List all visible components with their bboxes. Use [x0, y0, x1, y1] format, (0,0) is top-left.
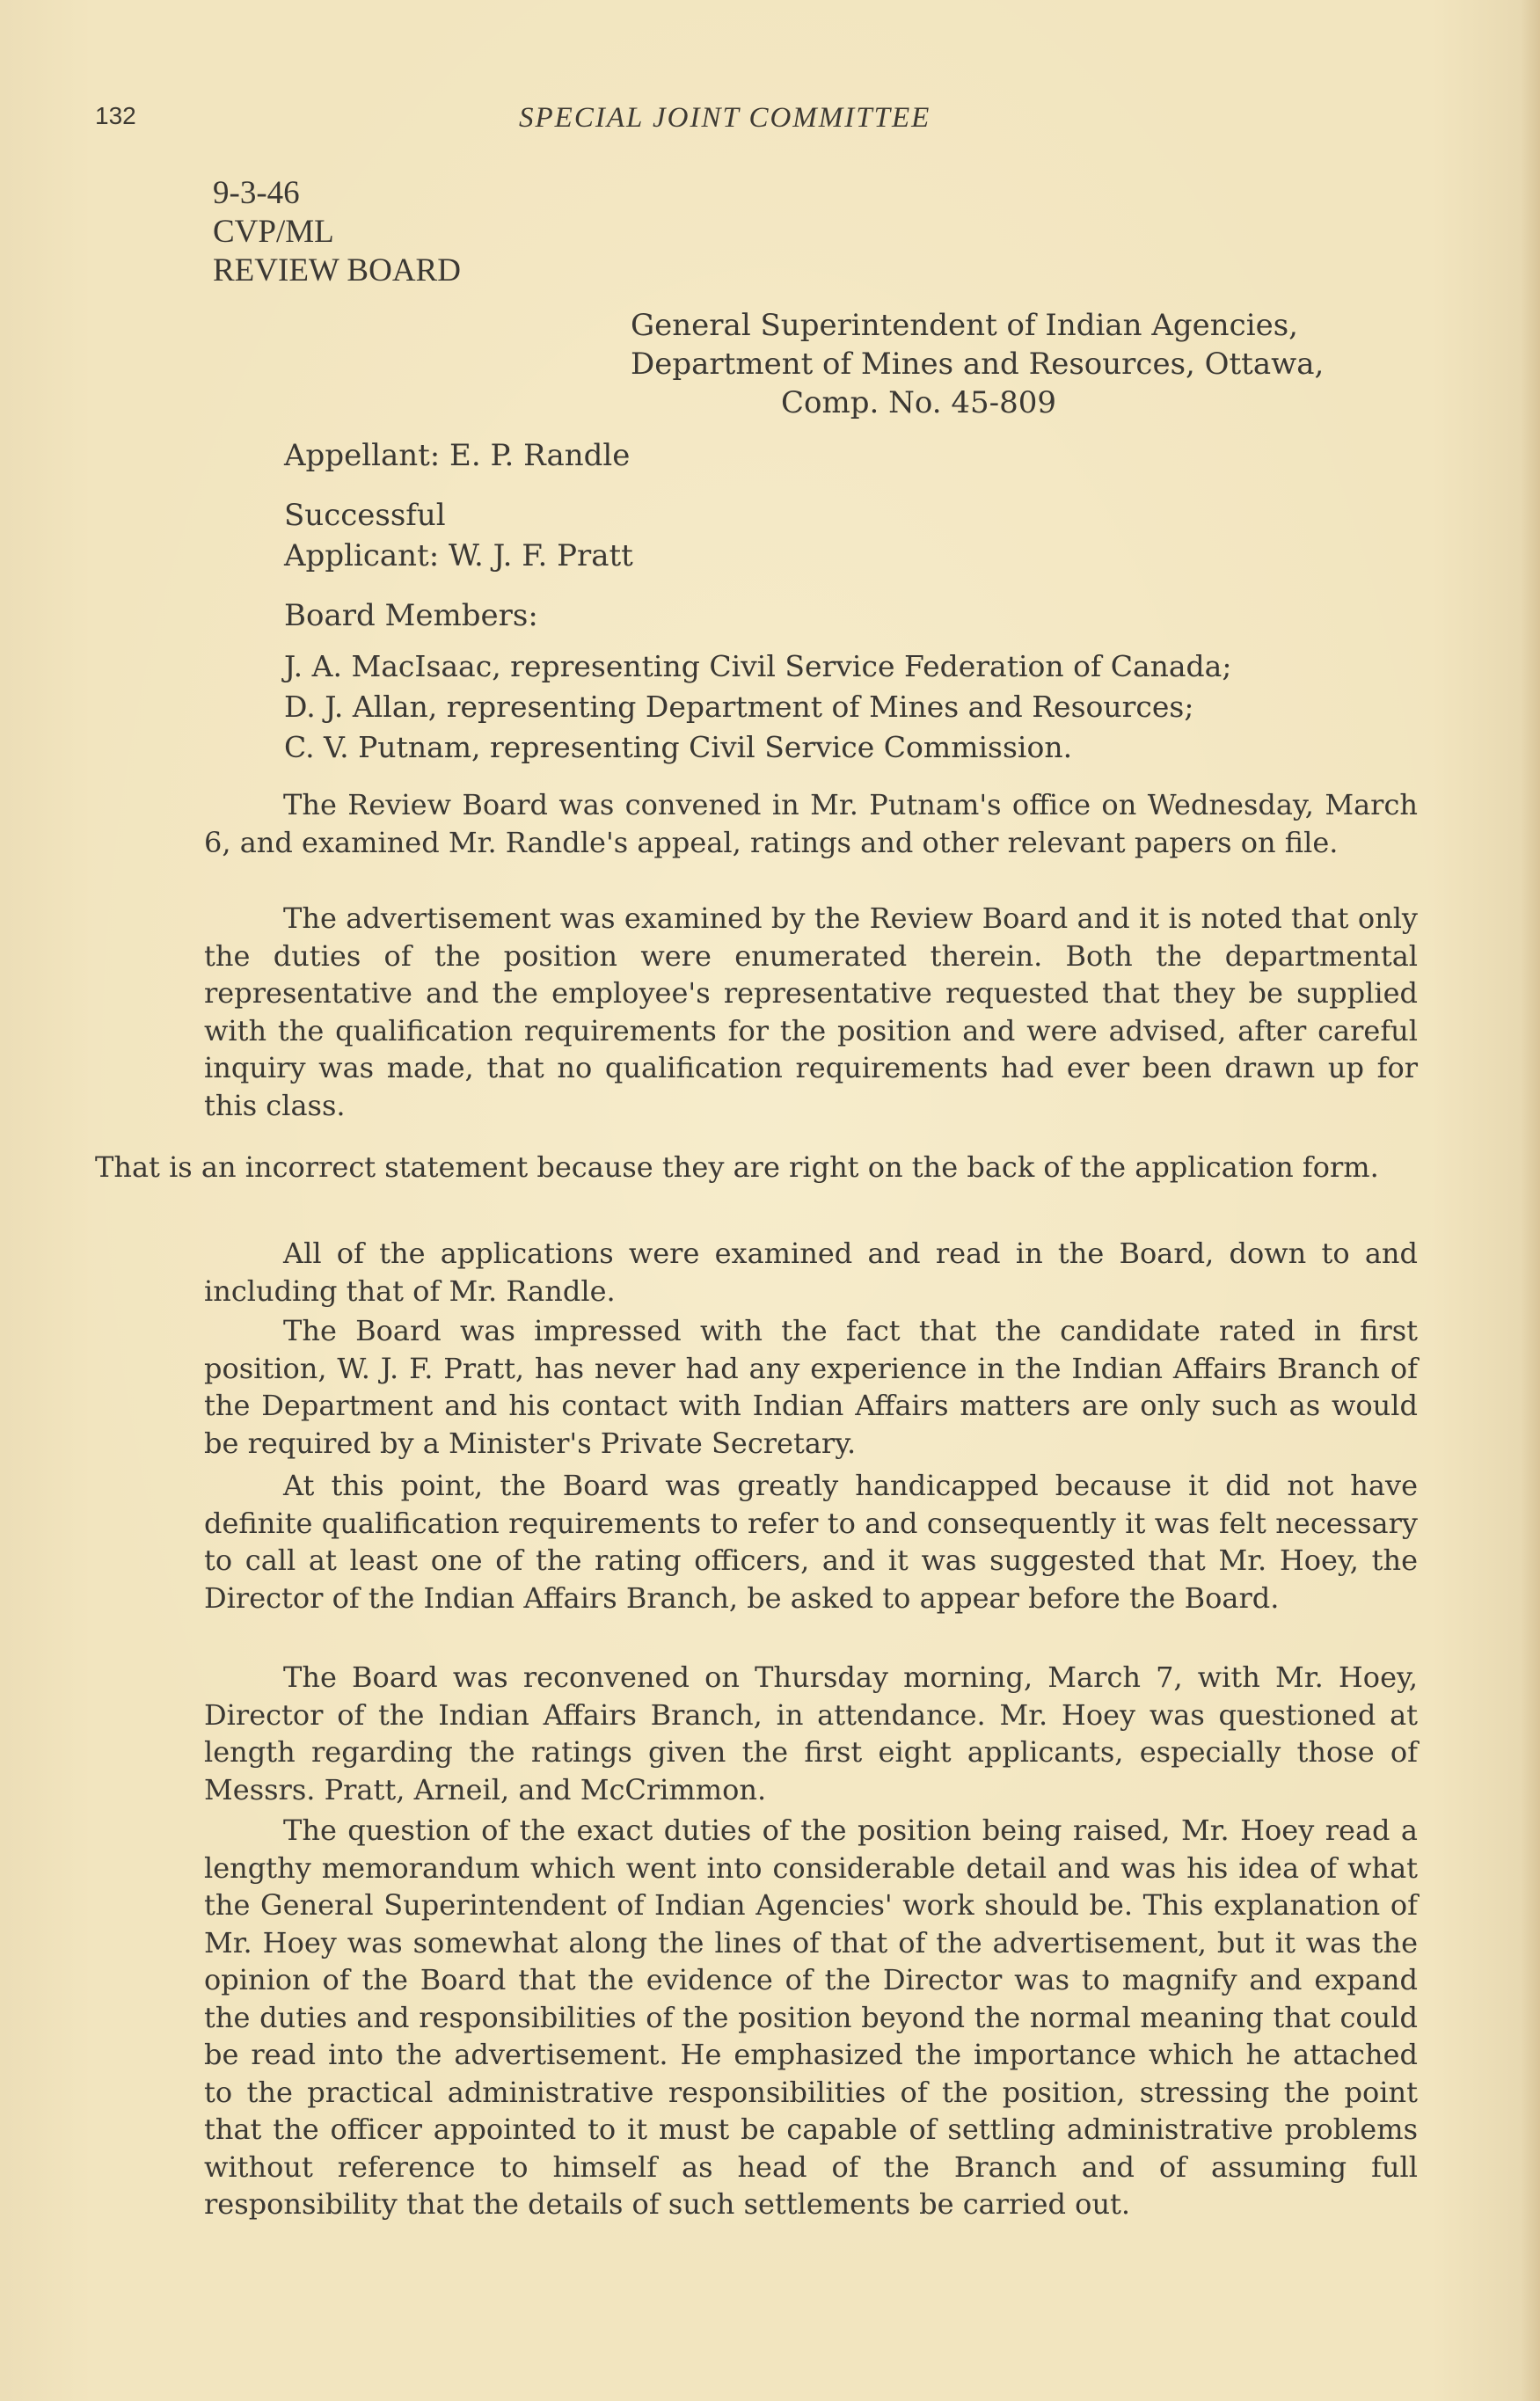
board-member: J. A. MacIsaac, representing Civil Service Federation of Canada; [284, 649, 1232, 683]
paragraph: The Board was reconvened on Thursday morning, March 7, with Mr. Hoey, Director of the Indian Affairs Branch, in attendance. Mr. Hoey was questioned at length regarding the ratings given the first eight applicants, especially those of Messrs. Pratt, Arneil, and McCrimmon. [204, 1660, 1418, 1806]
page-edge-shadow [1521, 0, 1540, 2401]
paragraph: At this point, the Board was greatly handicapped because it did not have definite qualification requirements to refer to and consequently it was felt necessary to call at least one of the rating officers, and it was suggested that Mr. Hoey, the Director of the Indian Affairs Branch, be asked to appear before the Board. [204, 1469, 1418, 1615]
reference-heading: REVIEW BOARD [213, 252, 461, 288]
position-line-2: Department of Mines and Resources, Ottawa, [631, 347, 1325, 382]
reference-initials: CVP/ML [213, 214, 334, 250]
successful-applicant: Applicant: W. J. F. Pratt [284, 538, 633, 573]
page-number: 132 [95, 102, 136, 129]
paragraph: The question of the exact duties of the position being raised, Mr. Hoey read a lengthy memorandum which went into considerable detail and was his idea of what the General Superintendent of Indian Agencies' work should be. This explanation of Mr. Hoey was somewhat along the lines of that of the advertisement, but it was the opinion of the Board that the evidence of the Director was to magnify and expand the duties and responsibilities of the position beyond the normal meaning that could be read into the advertisement. He emphasized the importance which he attached to the practical administrative responsibilities of the position, stressing the point that the officer appointed to it must be capable of settling administrative problems without reference to himself as head of the Branch and of assuming full responsibility that the details of such settlements be carried out. [204, 1814, 1418, 2221]
running-title: SPECIAL JOINT COMMITTEE [519, 102, 931, 134]
paragraph: The advertisement was examined by the Review Board and it is noted that only the duties of the position were enumerated therein. Both the departmental representative and the employee's representative requested that they be supplied with the qualification requirements for the position and were advised, after careful inquiry was made, that no qualification requirements had ever been drawn up for this class. [204, 901, 1418, 1122]
successful-label: Successful [284, 498, 446, 533]
appellant: Appellant: E. P. Randle [284, 438, 631, 473]
paragraph: The Board was impressed with the fact that the candidate rated in first position, W. J. F. Pratt, has never had any experience in the Indian Affairs Branch of the Department and his contact with Indian Affairs matters are only such as would be required by a Minister's Private Secretary. [204, 1314, 1418, 1460]
position-line-1: General Superintendent of Indian Agencies, [631, 308, 1298, 343]
position-comp-number: Comp. No. 45-809 [781, 385, 1056, 420]
board-member: C. V. Putnam, representing Civil Service Commission. [284, 730, 1073, 764]
reference-date: 9-3-46 [213, 175, 300, 211]
board-members-label: Board Members: [284, 598, 538, 633]
paragraph: All of the applications were examined and read in the Board, down to and including that of Mr. Randle. [204, 1237, 1418, 1308]
paragraph-interjection: That is an incorrect statement because they are right on the back of the application form. [95, 1150, 1379, 1184]
paragraph: The Review Board was convened in Mr. Putnam's office on Wednesday, March 6, and examined Mr. Randle's appeal, ratings and other relevant papers on file. [204, 788, 1418, 859]
board-member: D. J. Allan, representing Department of Mines and Resources; [284, 690, 1194, 724]
